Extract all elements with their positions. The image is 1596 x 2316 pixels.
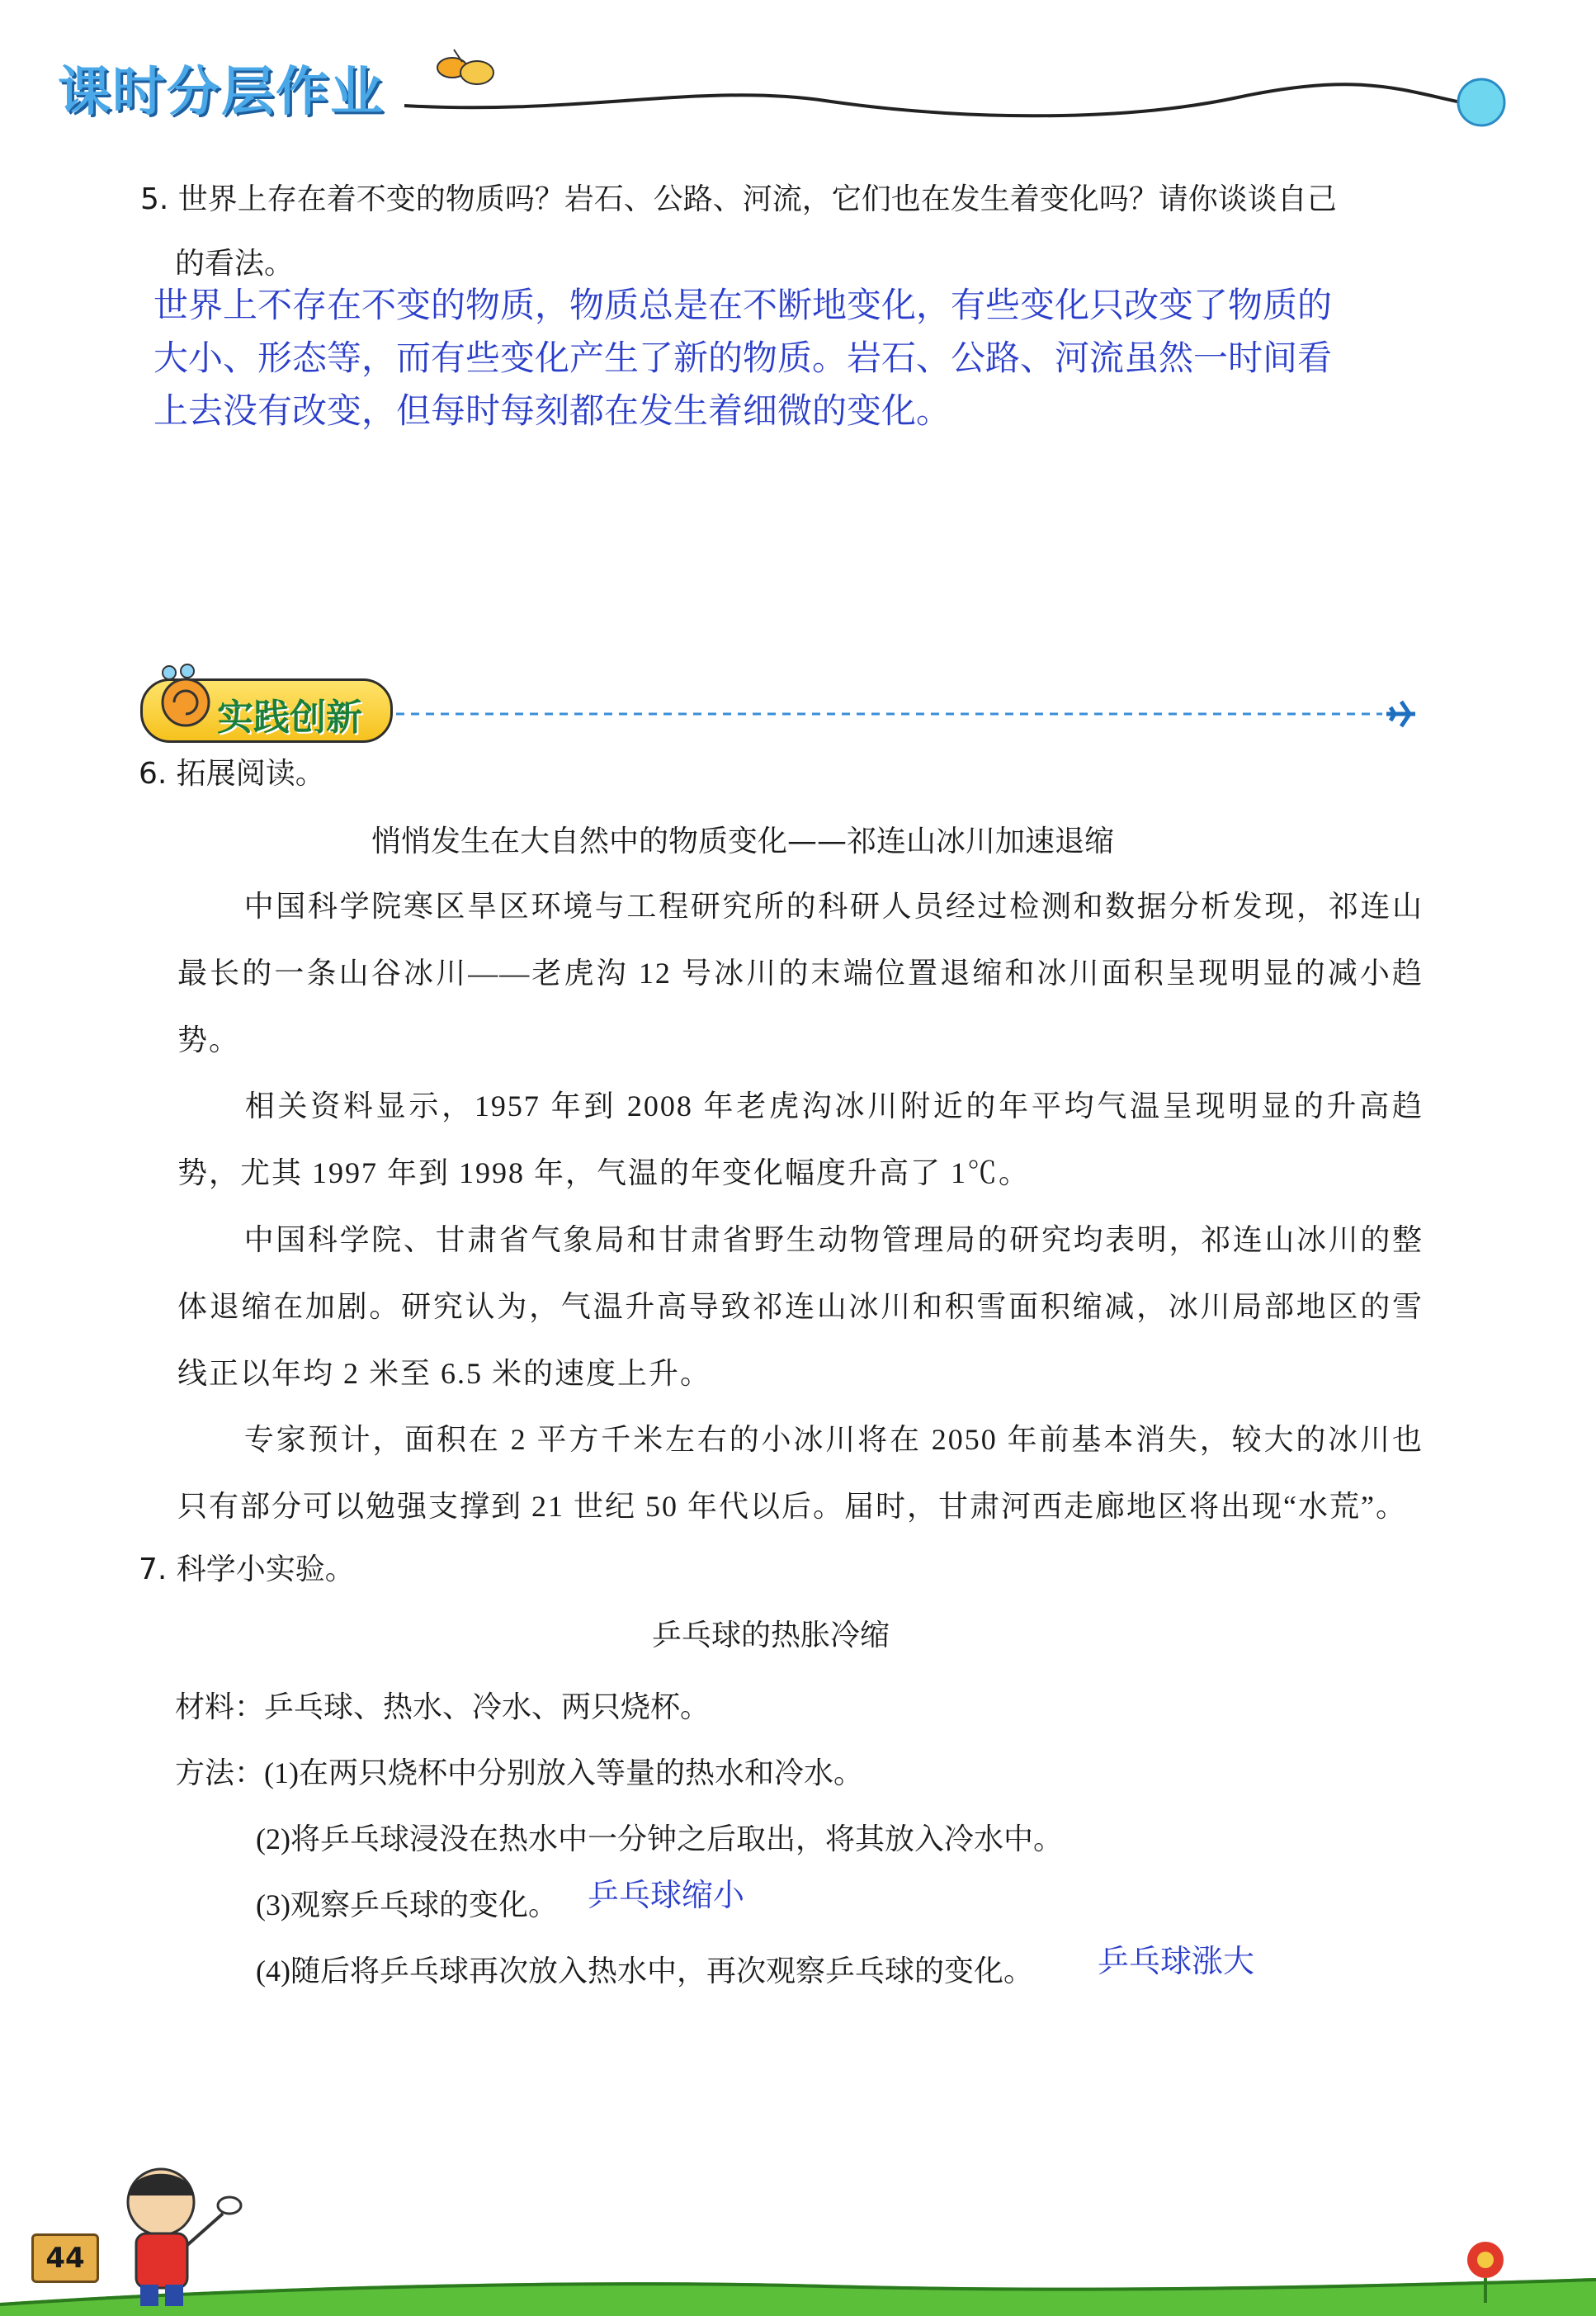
q5-answer-line1: 世界上不存在不变的物质，物质总是在不断地变化，有些变化只改变了物质的 (153, 285, 1333, 325)
q7-answer-4: 乒乓球涨大 (1098, 1943, 1255, 1979)
page-number: 44 (31, 2233, 99, 2283)
airplane-icon (1386, 702, 1415, 726)
footer-decoration (0, 2162, 1596, 2316)
q7-answer-3: 乒乓球缩小 (588, 1877, 745, 1913)
q7-method-1: 方法：(1)在两只烧杯中分别放入等量的热水和冷水。 (175, 1756, 863, 1789)
q5-answer-line3: 上去没有改变，但每时每刻都在发生着细微的变化。 (153, 390, 951, 431)
q6-paragraph-3: 中国科学院、甘肃省气象局和甘肃省野生动物管理局的研究均表明，祁连山冰川的整体退缩在加剧。研究认为，气温升高导致祁连山冰川和积雪面积缩减，冰川局部地区的雪线正以年均 2 米至 6.5 米的速度上升。 (177, 1223, 1424, 1390)
q6-paragraph-1: 中国科学院寒区旱区环境与工程研究所的科研人员经过检测和数据分析发现，祁连山最长的一条山谷冰川——老虎沟 12 号冰川的末端位置退缩和冰川面积呈现明显的减小趋势。 (177, 890, 1424, 1056)
section-label: 实践创新 (217, 697, 362, 739)
blue-circle-icon (1458, 79, 1504, 125)
q7-method-3: (3)观察乒乓球的变化。 (256, 1888, 558, 1921)
header-title: 课时分层作业 (58, 62, 385, 123)
q7-label: 7. 科学小实验。 (139, 1553, 355, 1586)
boy-icon (128, 2169, 241, 2306)
q6-label: 6. 拓展阅读。 (139, 757, 325, 791)
snail-icon (151, 663, 217, 737)
q5-prompt-line1: 5. 世界上存在着不变的物质吗？岩石、公路、河流，它们也在发生着变化吗？请你谈谈自己 (140, 182, 1337, 216)
q7-method-2: (2)将乒乓球浸没在热水中一分钟之后取出，将其放入冷水中。 (256, 1822, 1063, 1855)
q6-paragraph-4: 专家预计，面积在 2 平方千米左右的小冰川将在 2050 年前基本消失，较大的冰川也只有部分可以勉强支撑到 21 世纪 50 年代以后。届时，甘肃河西走廊地区将出现“水荒”。 (177, 1423, 1424, 1523)
q6-article-title: 悄悄发生在大自然中的物质变化——祁连山冰川加速退缩 (371, 825, 1115, 858)
q7-method-4: (4)随后将乒乓球再次放入热水中，再次观察乒乓球的变化。 (256, 1954, 1033, 1988)
section-dashed-line (396, 693, 1428, 735)
header-decoration (0, 0, 1596, 149)
butterfly-icon (437, 50, 493, 84)
q6-paragraph-2: 相关资料显示，1957 年到 2008 年老虎沟冰川附近的年平均气温呈现明显的升高趋势，尤其 1997 年到 1998 年，气温的年变化幅度升高了 1℃。 (177, 1089, 1424, 1189)
q5-prompt-line2: 的看法。 (175, 247, 295, 281)
section-banner (140, 678, 393, 743)
q5-answer-line2: 大小、形态等，而有些变化产生了新的物质。岩石、公路、河流虽然一时间看 (153, 338, 1333, 378)
q7-title: 乒乓球的热胀冷缩 (652, 1619, 890, 1652)
q7-materials: 材料：乒乓球、热水、冷水、两只烧杯。 (175, 1690, 711, 1723)
